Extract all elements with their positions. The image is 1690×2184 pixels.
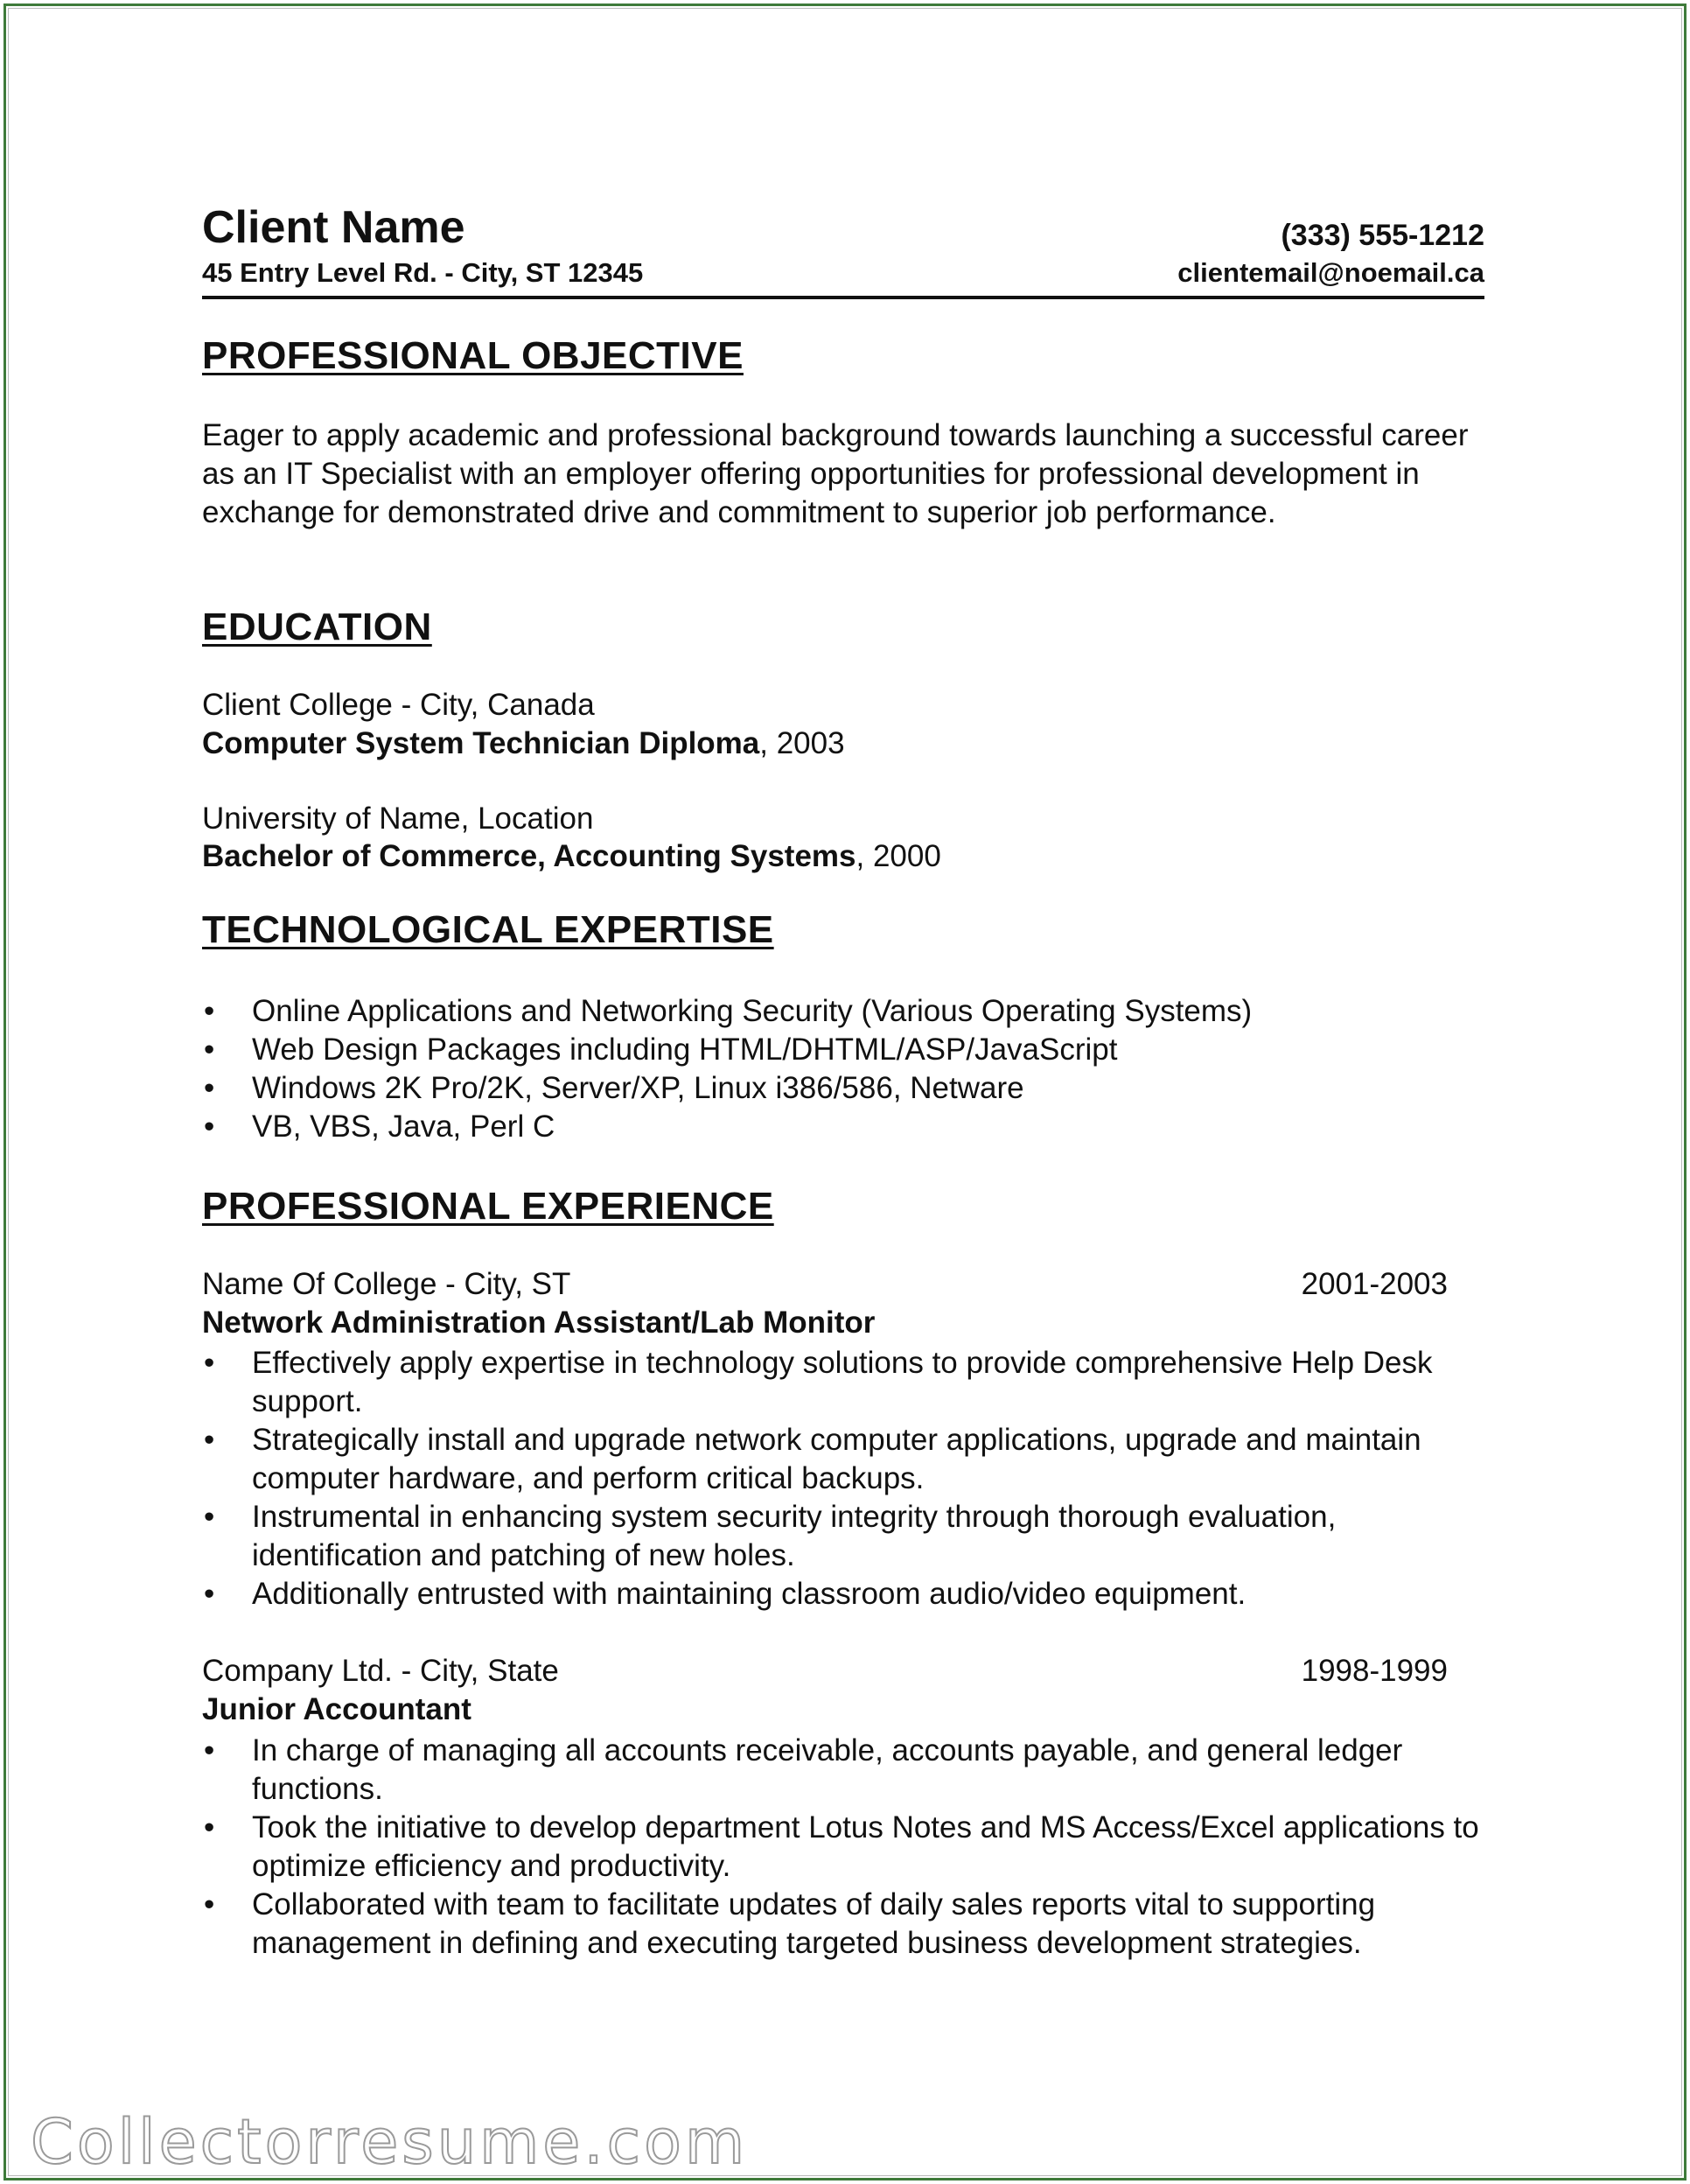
list-item bbox=[202, 1069, 1488, 1108]
list-item-text: Windows 2K Pro/2K, Server/XP, Linux i386/586, Netware bbox=[252, 1071, 1024, 1105]
list-item bbox=[202, 1108, 1488, 1146]
list-item bbox=[202, 1421, 1488, 1498]
watermark-text: Collectorresume.com bbox=[31, 2106, 749, 2178]
phone-number: (333) 555-1212 bbox=[1281, 219, 1484, 252]
job-title-1: Network Administration Assistant/Lab Monitor bbox=[202, 1306, 876, 1340]
objective-text: Eager to apply academic and professional background towards launching a successful career as an IT Specialist with an employer offering opportunities for professional development in exchange for demonstrated drive and commitment to superior job performance. bbox=[202, 418, 1469, 529]
list-item-text: Effectively apply expertise in technology solutions to provide comprehensive Help Desk support. bbox=[252, 1346, 1433, 1418]
bullet-icon: • bbox=[204, 1071, 215, 1105]
bullet-icon: • bbox=[204, 1110, 215, 1144]
list-item-text: Strategically install and upgrade network computer applications, upgrade and maintain computer hardware, and perform critical backups. bbox=[252, 1423, 1421, 1495]
list-item bbox=[202, 1732, 1488, 1809]
job-duties-1 bbox=[202, 1344, 1488, 1614]
list-item-text: Web Design Packages including HTML/DHTML/ASP/JavaScript bbox=[252, 1032, 1118, 1067]
job-dates-2: 1998-1999 bbox=[1301, 1654, 1448, 1688]
email-address: clientemail@noemail.ca bbox=[1177, 257, 1484, 288]
job-duties-2 bbox=[202, 1732, 1488, 1963]
bullet-icon: • bbox=[204, 994, 215, 1028]
list-item bbox=[202, 1498, 1488, 1575]
list-item bbox=[202, 1809, 1488, 1886]
degree-name: Computer System Technician Diploma bbox=[202, 726, 760, 760]
bullet-icon: • bbox=[204, 1423, 215, 1457]
list-item-text: Instrumental in enhancing system security integrity through thorough evaluation, identification and patching of new holes. bbox=[252, 1500, 1337, 1572]
list-item-text: Took the initiative to develop department Lotus Notes and MS Access/Excel applications to optimize efficiency and productivity. bbox=[252, 1810, 1479, 1883]
degree-year: , 2000 bbox=[855, 839, 941, 873]
list-item bbox=[202, 1886, 1488, 1963]
job-title-2: Junior Accountant bbox=[202, 1692, 471, 1726]
bullet-icon: • bbox=[204, 1577, 215, 1611]
list-item-text: Additionally entrusted with maintaining classroom audio/video equipment. bbox=[252, 1577, 1247, 1611]
bullet-icon: • bbox=[204, 1500, 215, 1534]
expertise-heading: TECHNOLOGICAL EXPERTISE bbox=[202, 908, 774, 951]
degree-year: , 2003 bbox=[759, 726, 845, 760]
education-heading: EDUCATION bbox=[202, 606, 432, 648]
list-item-text: Online Applications and Networking Security (Various Operating Systems) bbox=[252, 994, 1253, 1028]
job-employer-1: Name Of College - City, ST bbox=[202, 1267, 571, 1301]
address: 45 Entry Level Rd. - City, ST 12345 bbox=[202, 257, 644, 288]
list-item bbox=[202, 1344, 1488, 1421]
resume-header bbox=[202, 201, 1484, 299]
bullet-icon: • bbox=[204, 1810, 215, 1844]
education-school-1: Client College - City, Canada bbox=[202, 688, 595, 722]
list-item-text: In charge of managing all accounts receivable, accounts payable, and general ledger functions. bbox=[252, 1733, 1403, 1806]
experience-heading: PROFESSIONAL EXPERIENCE bbox=[202, 1185, 774, 1228]
client-name: Client Name bbox=[202, 202, 465, 253]
bullet-icon: • bbox=[204, 1032, 215, 1067]
degree-name: Bachelor of Commerce, Accounting Systems bbox=[202, 839, 856, 873]
job-employer-2: Company Ltd. - City, State bbox=[202, 1654, 559, 1688]
education-degree-2 bbox=[202, 837, 941, 876]
expertise-list bbox=[202, 992, 1488, 1146]
objective-heading: PROFESSIONAL OBJECTIVE bbox=[202, 334, 744, 377]
list-item bbox=[202, 1575, 1488, 1614]
education-degree-1 bbox=[202, 724, 845, 763]
list-item bbox=[202, 1031, 1488, 1069]
list-item-text: Collaborated with team to facilitate updates of daily sales reports vital to supporting management in defining and executing targeted business development strategies. bbox=[252, 1887, 1376, 1960]
list-item-text: VB, VBS, Java, Perl C bbox=[252, 1110, 555, 1144]
job-dates-1: 2001-2003 bbox=[1301, 1267, 1448, 1301]
bullet-icon: • bbox=[204, 1346, 215, 1380]
education-school-2: University of Name, Location bbox=[202, 802, 594, 836]
bullet-icon: • bbox=[204, 1887, 215, 1922]
bullet-icon: • bbox=[204, 1733, 215, 1768]
list-item bbox=[202, 992, 1488, 1031]
